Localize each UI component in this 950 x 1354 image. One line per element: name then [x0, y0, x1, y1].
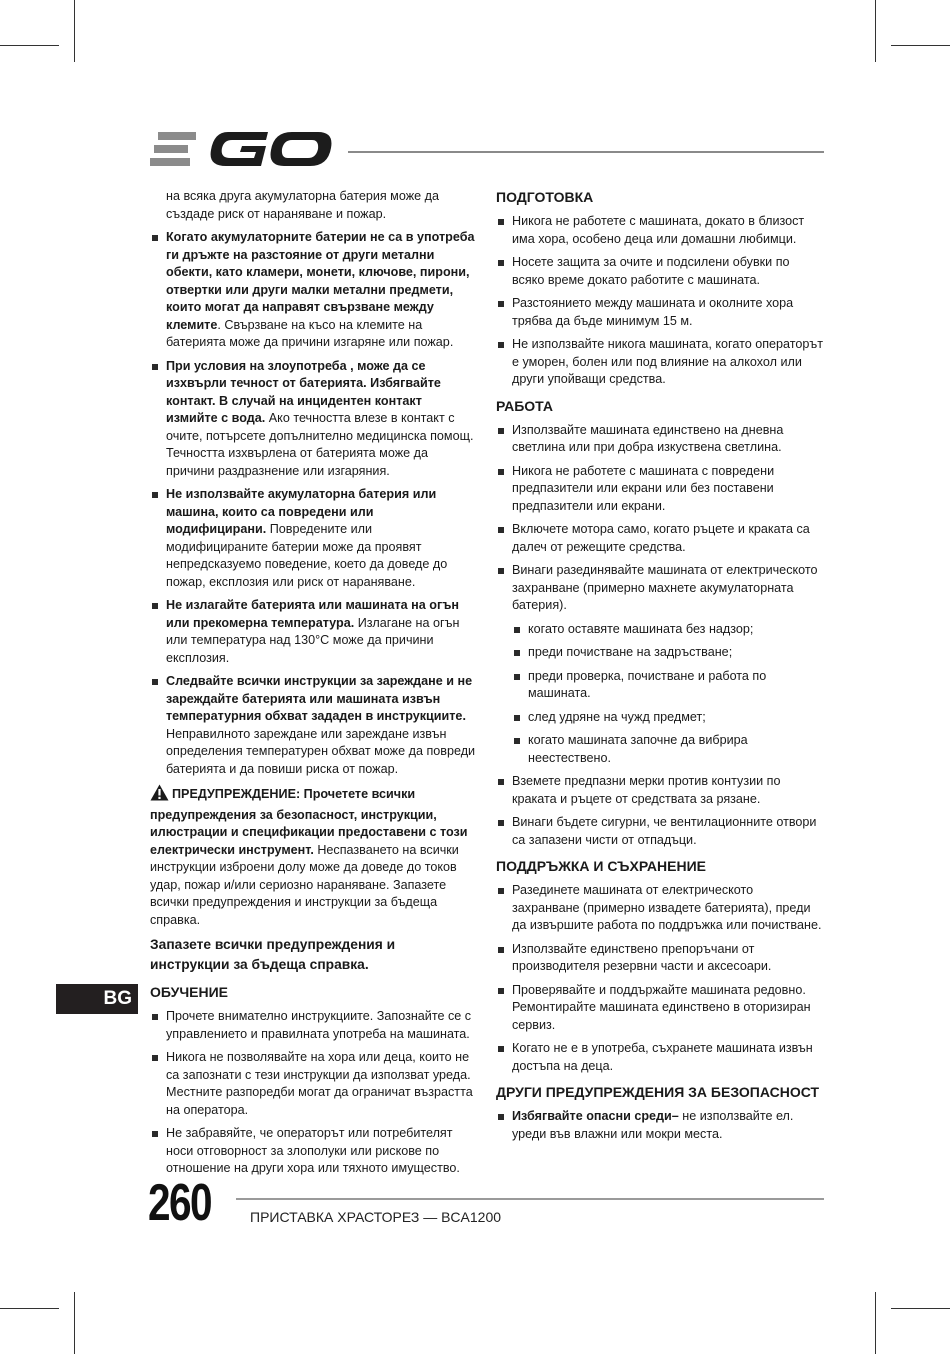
list-item: преди проверка, почистване и работа по машината.	[512, 668, 824, 703]
list-item: Прочете внимателно инструкциите. Запознайте се с управлението и правилната употреба на машината.	[150, 1008, 476, 1043]
list-item: Следвайте всички инструкции за зареждане и не зареждайте батерията или машината извън температурния обхват зададен в инструкциите. Неправилното зареждане или зареждане извън определения температурен обхват може да повреди батерията и да повиши риска от пожар.	[150, 673, 476, 778]
list-item: след удряне на чужд предмет;	[512, 709, 824, 727]
section-heading-operation: РАБОТА	[496, 397, 553, 414]
operation-sub-list	[496, 621, 824, 768]
list-item: Проверявайте и поддържайте машината редовно. Ремонтирайте машината единствено в оторизиран сервиз.	[496, 982, 824, 1035]
intro-text: на всяка друга акумулаторна батерия може да създаде риск от нараняване и пожар.	[166, 189, 439, 221]
crop-mark	[891, 45, 950, 46]
crop-mark	[0, 1308, 59, 1309]
page-number: 260	[148, 1174, 211, 1232]
section-heading-maintenance: ПОДДРЪЖКА И СЪХРАНЕНИЕ	[496, 858, 706, 874]
list-item: Избягвайте опасни среди– не използвайте ел. уреди във влажни или мокри места.	[496, 1108, 824, 1143]
left-column	[150, 188, 476, 1184]
footer-rule	[236, 1198, 824, 1200]
list-item: Не използвайте акумулаторна батерия или машина, които са повредени или модифицирани. Повредените или модифицираните батерии може да проявят непредсказуемо поведение, което да доведе до пожар, експлозия или риск от нараняване.	[150, 486, 476, 591]
warning-triangle-icon	[150, 784, 169, 807]
list-item: При условия на злоупотреба , може да се изхвърли течност от батерията. Избягвайте контакт. В случай на инцидентен контакт измийте с вода. Ако течността влезе в контакт с очите, потърсете допълнително медицинска помощ. Течността изхвърлена от батерията може да причини раздразнение или изгаряния.	[150, 358, 476, 481]
right-column	[496, 188, 824, 1149]
maintenance-list	[496, 882, 824, 1075]
battery-safety-list	[150, 229, 476, 778]
training-list	[150, 1008, 476, 1178]
section-heading-preparation: ПОДГОТОВКА	[496, 189, 594, 205]
list-item: Използвайте машината единствено на дневна светлина или при добра изкуствена светлина.	[496, 422, 824, 457]
list-item: Когато акумулаторните батерии не са в употреба ги дръжте на разстояние от други метални обекти, като кламери, монети, ключове, пирони, отвертки или други малки метални предмети, които могат да направят свързване между клемите. Свързване на късо на клемите на батерията може да причини изгаряне или пожар.	[150, 229, 476, 352]
crop-mark	[0, 45, 59, 46]
keep-instructions-note: Запазете всички предупреждения и инструкции за бъдеща справка.	[150, 937, 396, 972]
list-item: Носете защита за очите и подсилени обувки по всяко време докато работите с машината.	[496, 254, 824, 289]
list-item: Използвайте единствено препоръчани от производителя резервни части и аксесоари.	[496, 941, 824, 976]
section-heading-training: ОБУЧЕНИЕ	[150, 984, 228, 1000]
header-rule	[348, 151, 824, 153]
operation-list-continued	[496, 773, 824, 849]
list-item: когато оставяте машината без надзор;	[512, 621, 824, 639]
crop-mark	[875, 0, 876, 62]
crop-mark	[875, 1292, 876, 1354]
list-item: Вземете предпазни мерки против контузии по краката и ръцете от средствата за рязане.	[496, 773, 824, 808]
other-warnings-list	[496, 1108, 824, 1143]
list-item: Разединете машината от електрическото захранване (примерно извадете батерията), преди да извършите работа по поддръжка или почистване.	[496, 882, 824, 935]
list-item: Не излагайте батерията или машината на огън или прекомерна температура. Излагане на огън или температура над 130°C може да причини експлозия.	[150, 597, 476, 667]
language-tab: BG	[56, 984, 138, 1014]
preparation-list	[496, 213, 824, 389]
warning-paragraph: ПРЕДУПРЕЖДЕНИЕ: Прочетете всички предупреждения за безопасност, инструкции, илюстрации и спецификации предоставени с този електрически инструмент. Неспазването на всички инструкции изброени долу може да доведе до токов удар, пожар и/или сериозно нараняване. Запазете всички предупреждения и инструкции за бъдеща справка.	[150, 784, 476, 929]
operation-list	[496, 422, 824, 615]
ego-logo	[150, 126, 332, 177]
list-item: Разстоянието между машината и околните хора трябва да бъде минимум 15 м.	[496, 295, 824, 330]
crop-mark	[74, 0, 75, 62]
footer-product-title: ПРИСТАВКА ХРАСТОРЕЗ — BCA1200	[250, 1209, 502, 1225]
list-item: Винаги разединявайте машината от електрическото захранване (примерно махнете акумулаторната батерия).	[496, 562, 824, 615]
list-item: Когато не е в употреба, съхранете машината извън достъпа на деца.	[496, 1040, 824, 1075]
crop-mark	[891, 1308, 950, 1309]
list-item: Никога не позволявайте на хора или деца, които не са запознати с тези инструкции да използват уреда. Местните разпоредби могат да ограничат възрастта на оператора.	[150, 1049, 476, 1119]
list-item: Не използвайте никога машината, когато операторът е уморен, болен или под влияние на алкохол или други упойващи средства.	[496, 336, 824, 389]
list-item: Винаги бъдете сигурни, че вентилационните отвори са запазени чисти от отпадъци.	[496, 814, 824, 849]
list-item: преди почистване на задръстване;	[512, 644, 824, 662]
list-item: Включете мотора само, когато ръцете и краката са далеч от режещите средства.	[496, 521, 824, 556]
list-item: Никога не работете с машината, докато в близост има хора, особено деца или домашни любимци.	[496, 213, 824, 248]
list-item: Не забравяйте, че операторът или потребителят носи отговорност за злополуки или рискове по отношение на други хора или тяхното имущество.	[150, 1125, 476, 1178]
list-item: когато машината започне да вибрира неестествено.	[512, 732, 824, 767]
list-item: Никога не работете с машината с повредени предпазители или екрани или без поставени предпазители или екрани.	[496, 463, 824, 516]
section-heading-other-warnings: ДРУГИ ПРЕДУПРЕЖДЕНИЯ ЗА БЕЗОПАСНОСТ	[496, 1084, 820, 1100]
crop-mark	[74, 1292, 75, 1354]
